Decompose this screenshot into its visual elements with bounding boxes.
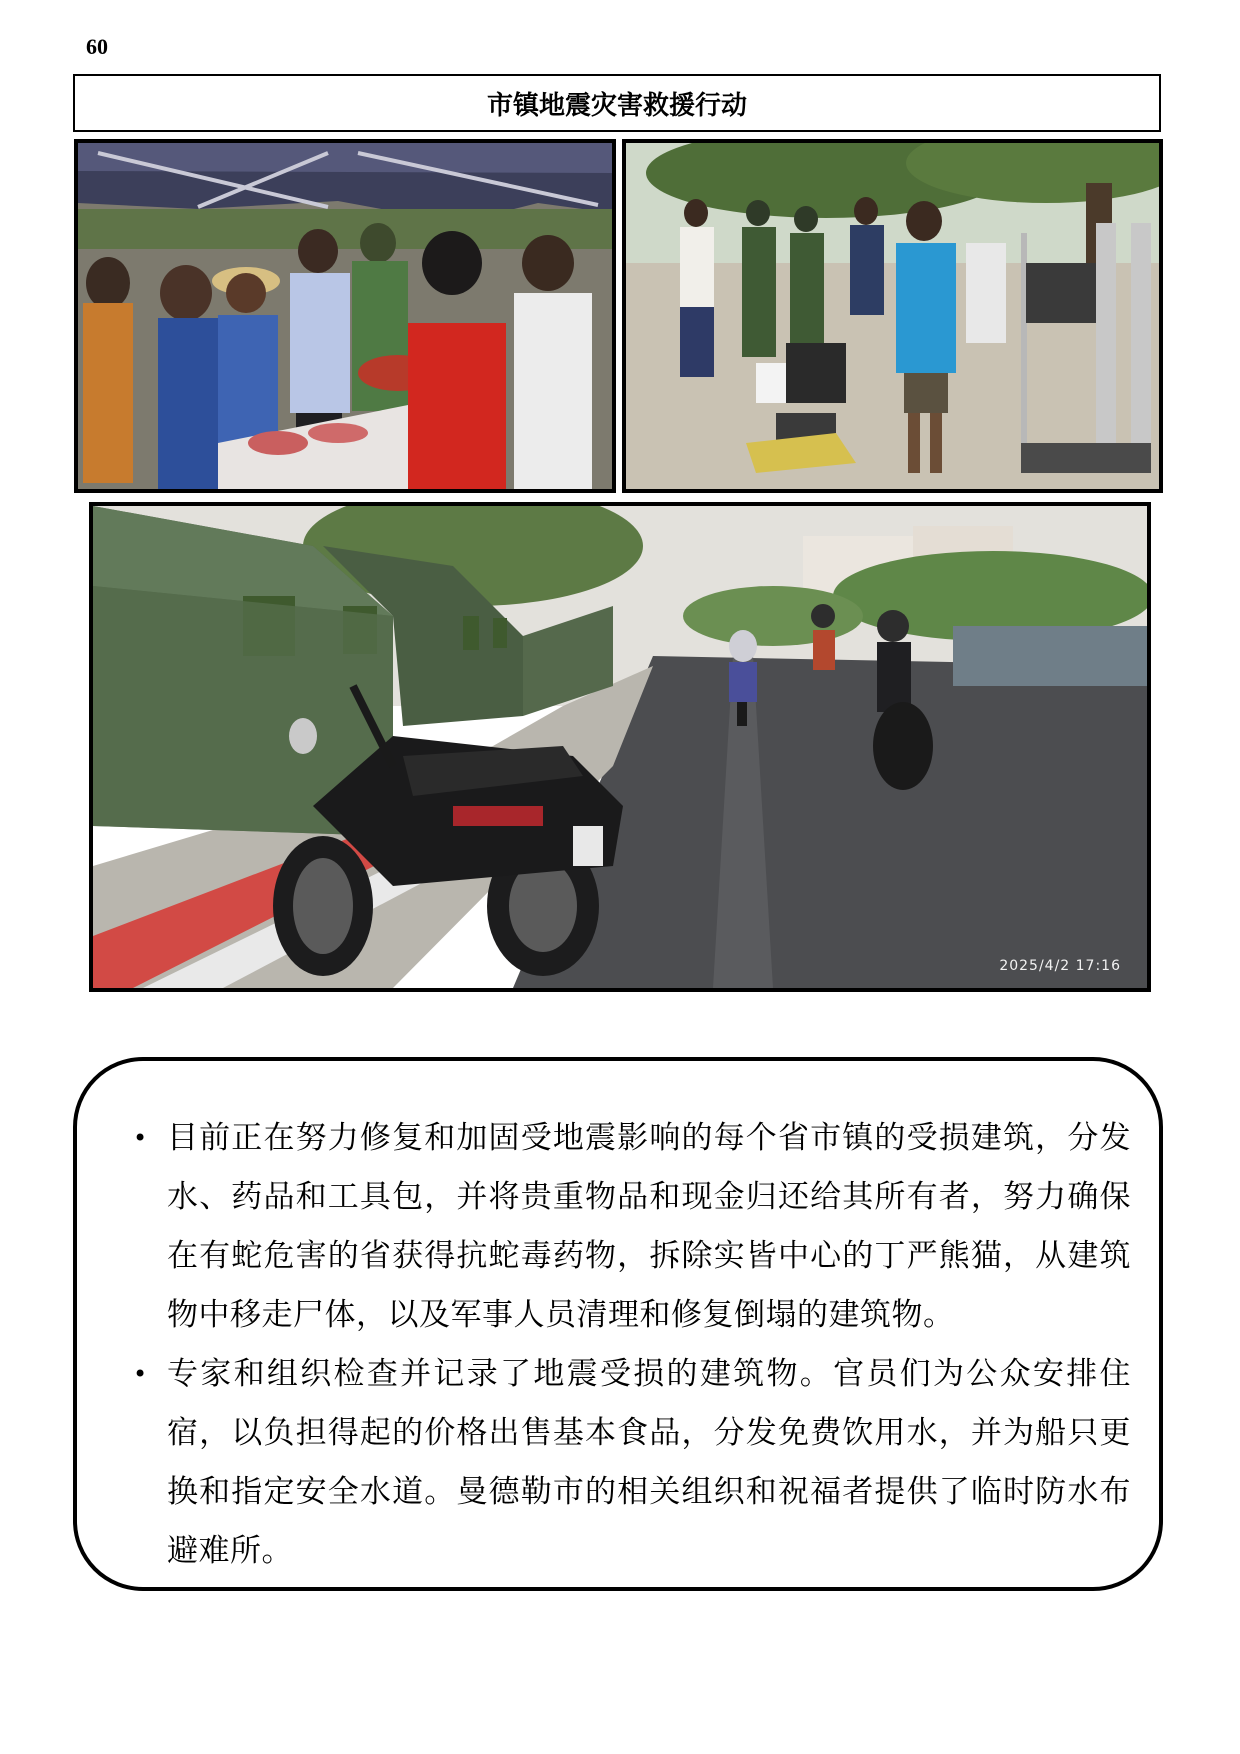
bullet-item: [133, 1109, 1131, 1345]
page-title: 市镇地震灾害救援行动: [73, 74, 1161, 132]
water-purifier-photo: [622, 139, 1163, 493]
bullet-text: 目前正在努力修复和加固受地震影响的每个省市镇的受损建筑，分发水、药品和工具包，并将贵重物品和现金归还给其所有者，努力确保在有蛇危害的省获得抗蛇毒药物，拆除实皆中心的丁严熊猫，从建筑物中移走尸体，以及军事人员清理和修复倒塌的建筑物。: [167, 1120, 1131, 1333]
market-photo-illustration: [78, 143, 612, 489]
photo-timestamp: 2025/4/2 17:16: [999, 958, 1121, 974]
bullet-list: [133, 1109, 1131, 1581]
street-tents-photo-illustration: [93, 506, 1147, 988]
water-purifier-photo-illustration: [626, 143, 1159, 489]
page-number: 60: [86, 34, 108, 59]
bullet-item: [133, 1345, 1131, 1581]
bullet-dot-icon: •: [133, 1124, 148, 1152]
market-photo: [74, 139, 616, 493]
street-tents-photo: [89, 502, 1151, 992]
bullet-text: 专家和组织检查并记录了地震受损的建筑物。官员们为公众安排住宿，以负担得起的价格出售基本食品，分发免费饮用水，并为船只更换和指定安全水道。曼德勒市的相关组织和祝福者提供了临时防水布避难所。: [167, 1356, 1131, 1569]
summary-box: [73, 1057, 1163, 1591]
bullet-dot-icon: •: [133, 1360, 148, 1388]
